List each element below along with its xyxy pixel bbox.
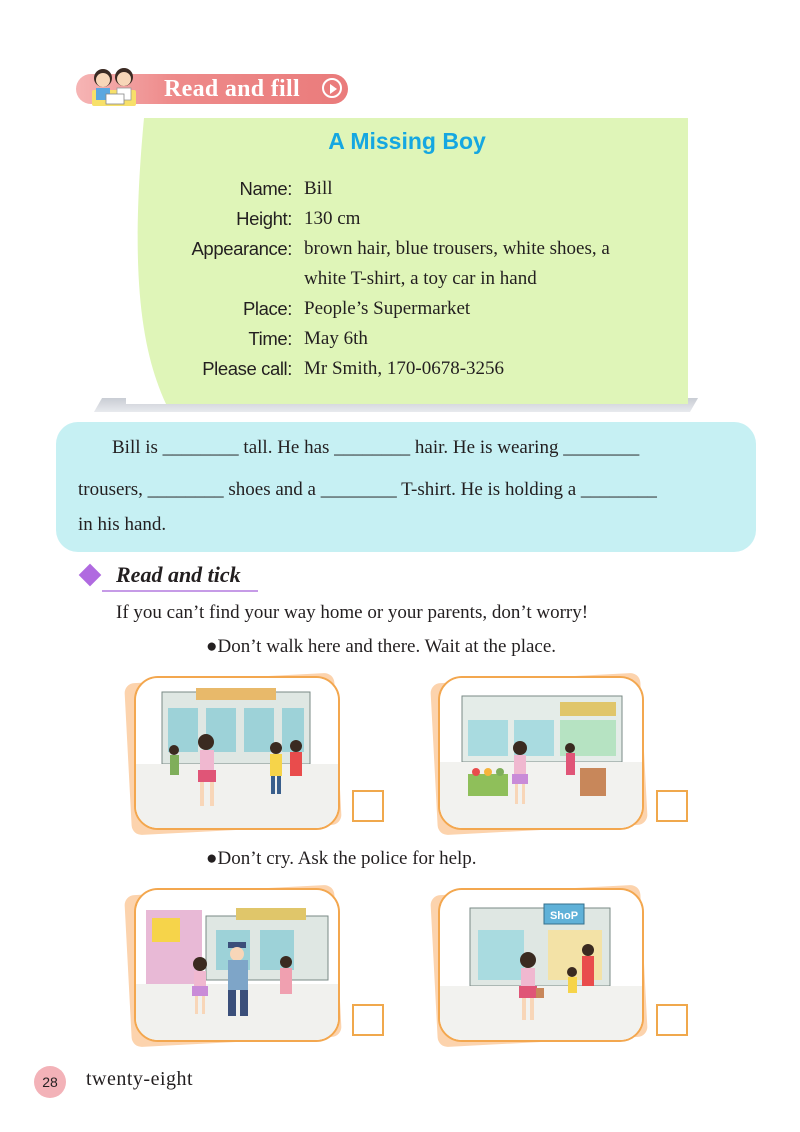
- tick-box-4[interactable]: [656, 1004, 688, 1036]
- row-label: Appearance:: [191, 238, 292, 259]
- row-label: Time:: [248, 328, 292, 349]
- row-value: 130 cm: [304, 208, 361, 229]
- tick-box-2[interactable]: [656, 790, 688, 822]
- row-value: May 6th: [304, 328, 368, 349]
- picture-walking: [134, 676, 340, 830]
- poster-title: A Missing Boy: [328, 128, 486, 154]
- row-label: Height:: [236, 208, 292, 229]
- rule-1: ●Don’t walk here and there. Wait at the place.: [206, 636, 557, 657]
- picture-police: [134, 888, 340, 1042]
- tick-box-3[interactable]: [352, 1004, 384, 1036]
- row-value: Bill: [304, 178, 333, 199]
- page-number-words: twenty-eight: [86, 1068, 194, 1090]
- fill-line-3: in his hand.: [78, 514, 167, 535]
- shopping-street-illustration: [136, 678, 338, 828]
- row-value: white T-shirt, a toy car in hand: [304, 268, 537, 289]
- police-help-illustration: [136, 890, 338, 1040]
- tick-box-1[interactable]: [352, 790, 384, 822]
- shop-sign: ShoP: [549, 910, 579, 922]
- fill-line-1: Bill is ________ tall. He has ________ hair. He is wearing ________: [112, 437, 640, 458]
- rule-2: ●Don’t cry. Ask the police for help.: [206, 848, 477, 869]
- picture-waiting: [438, 676, 644, 830]
- crying-girl-illustration: [440, 890, 642, 1040]
- picture-crying: [438, 888, 644, 1042]
- row-value: People’s Supermarket: [304, 298, 471, 319]
- page-number: 28: [42, 1074, 58, 1090]
- row-label: Name:: [239, 178, 292, 199]
- diamond-bullet-icon: [79, 564, 102, 587]
- kids-reading-icon: [88, 64, 140, 108]
- row-label: Place:: [242, 298, 292, 319]
- supermarket-illustration: [440, 678, 642, 828]
- poster-curl: [126, 118, 166, 404]
- arrow-right-icon: [322, 78, 342, 98]
- row-label: Please call:: [202, 358, 292, 379]
- row-value: Mr Smith, 170-0678-3256: [304, 358, 505, 379]
- tick-section-title: Read and tick: [116, 562, 241, 587]
- fill-line-2: trousers, ________ shoes and a ________ T-shirt. He is holding a ________: [78, 479, 657, 500]
- row-value: brown hair, blue trousers, white shoes, a: [304, 238, 610, 259]
- title-underline: [102, 590, 258, 592]
- tick-intro: If you can’t find your way home or your parents, don’t worry!: [116, 602, 589, 623]
- section-title: Read and fill: [164, 76, 300, 102]
